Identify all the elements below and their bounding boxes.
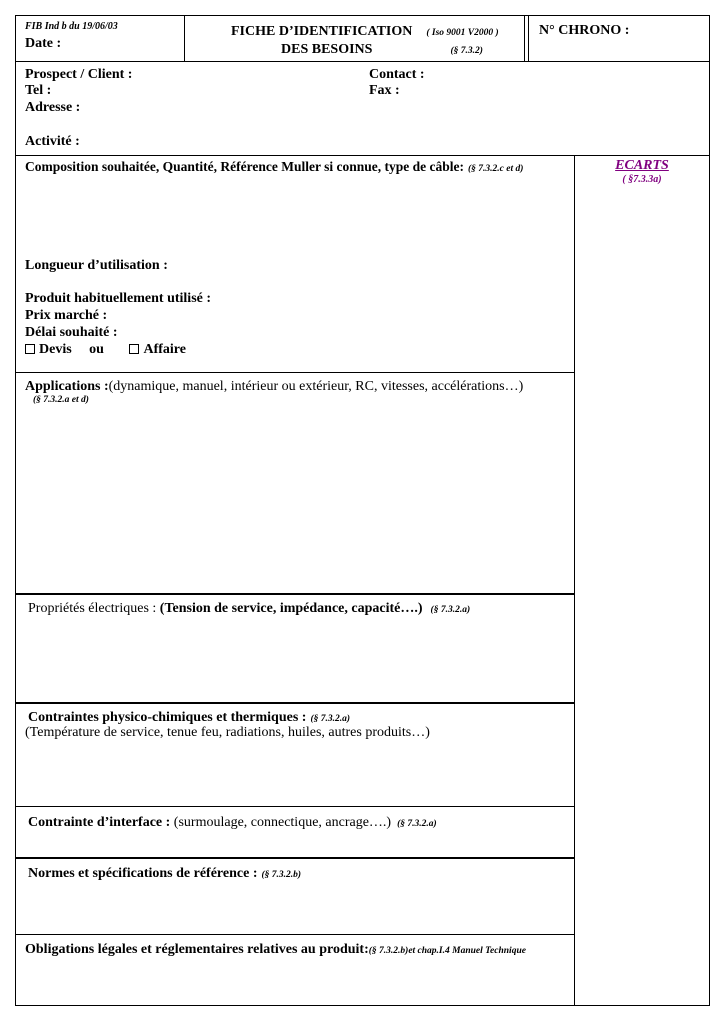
- devis-label: Devis: [39, 342, 72, 357]
- composition-title: Composition souhaitée, Quantité, Référence Muller si connue, type de câble:: [25, 159, 464, 174]
- frame-right: [709, 15, 710, 1006]
- header-bottom-line: [15, 61, 710, 62]
- activite-label: Activité :: [25, 134, 80, 149]
- sep-electrique: [15, 702, 575, 704]
- adresse-label: Adresse :: [25, 100, 81, 115]
- obligations-reference: (§ 7.3.2.b)et chap.I.4 Manuel Technique: [368, 946, 526, 956]
- ecarts-title: ECARTS: [615, 158, 669, 173]
- date-label: Date :: [25, 36, 62, 51]
- obligations-heading: [25, 940, 526, 958]
- chrono-label: N° CHRONO :: [539, 23, 630, 38]
- tel-label: Tel :: [25, 83, 52, 98]
- obligations-title: Obligations légales et réglementaires relatives au produit:: [25, 942, 369, 957]
- fax-label: Fax :: [369, 83, 400, 98]
- iso-reference: ( Iso 9001 V2000 ): [426, 28, 499, 38]
- sep-composition: [15, 372, 575, 373]
- normes-title: Normes et spécifications de référence :: [28, 866, 258, 881]
- interface-reference: (§ 7.3.2.a): [397, 819, 437, 829]
- header-divider-1: [184, 15, 185, 62]
- electrique-reference: (§ 7.3.2.a): [430, 605, 471, 615]
- affaire-checkbox[interactable]: [129, 344, 139, 354]
- form-title: FICHE D’IDENTIFICATION: [231, 24, 413, 39]
- client-bottom-line: [15, 155, 710, 156]
- form-title-line2: [281, 40, 483, 58]
- contact-label: Contact :: [369, 67, 425, 82]
- title-reference: (§ 7.3.2): [450, 46, 483, 56]
- header-divider-3: [528, 15, 529, 62]
- produit-label: Produit habituellement utilisé :: [25, 291, 212, 306]
- devis-row: [25, 342, 186, 358]
- affaire-label: Affaire: [143, 342, 186, 357]
- prospect-label: Prospect / Client :: [25, 67, 133, 82]
- sep-interface: [15, 857, 575, 859]
- frame-top: [15, 15, 710, 16]
- delai-label: Délai souhaité :: [25, 325, 118, 340]
- applications-title: Applications :: [25, 379, 109, 394]
- sep-contraintes: [15, 806, 575, 807]
- normes-heading: [28, 864, 301, 882]
- devis-checkbox[interactable]: [25, 344, 35, 354]
- sep-applications: [15, 593, 575, 595]
- contraintes-heading: [28, 708, 350, 726]
- composition-reference: (§ 7.3.2.c et d): [467, 164, 524, 174]
- contraintes-reference: (§ 7.3.2.a): [310, 714, 351, 724]
- composition-heading: [25, 158, 523, 176]
- electrique-prefix: Propriétés électriques :: [28, 601, 160, 616]
- interface-title: Contrainte d’interface :: [28, 815, 171, 830]
- ecarts-divider: [574, 155, 575, 1006]
- prix-label: Prix marché :: [25, 308, 108, 323]
- normes-reference: (§ 7.3.2.b): [261, 870, 302, 880]
- ou-label: ou: [89, 342, 104, 357]
- electrique-heading: [28, 599, 470, 617]
- interface-heading: [28, 813, 437, 831]
- interface-description: (surmoulage, connectique, ancrage….): [170, 815, 392, 830]
- electrique-title: (Tension de service, impédance, capacité….): [159, 601, 423, 616]
- form-title-line1: [231, 22, 499, 40]
- applications-heading: [25, 377, 523, 395]
- ecarts-reference: ( §7.3.3a): [622, 174, 662, 185]
- applications-description: (dynamique, manuel, intérieur ou extérieur, RC, vitesses, accélérations…): [108, 379, 524, 394]
- form-subtitle: DES BESOINS: [281, 42, 373, 57]
- frame-bottom: [15, 1005, 710, 1006]
- sep-normes: [15, 934, 575, 935]
- longueur-label: Longueur d’utilisation :: [25, 258, 168, 273]
- applications-reference: (§ 7.3.2.a et d): [33, 395, 89, 405]
- form-reference: FIB Ind b du 19/06/03: [25, 21, 118, 32]
- contraintes-description: (Température de service, tenue feu, radiations, huiles, autres produits…): [25, 725, 430, 740]
- contraintes-title: Contraintes physico-chimiques et thermiques :: [28, 710, 307, 725]
- header-divider-2: [524, 15, 525, 62]
